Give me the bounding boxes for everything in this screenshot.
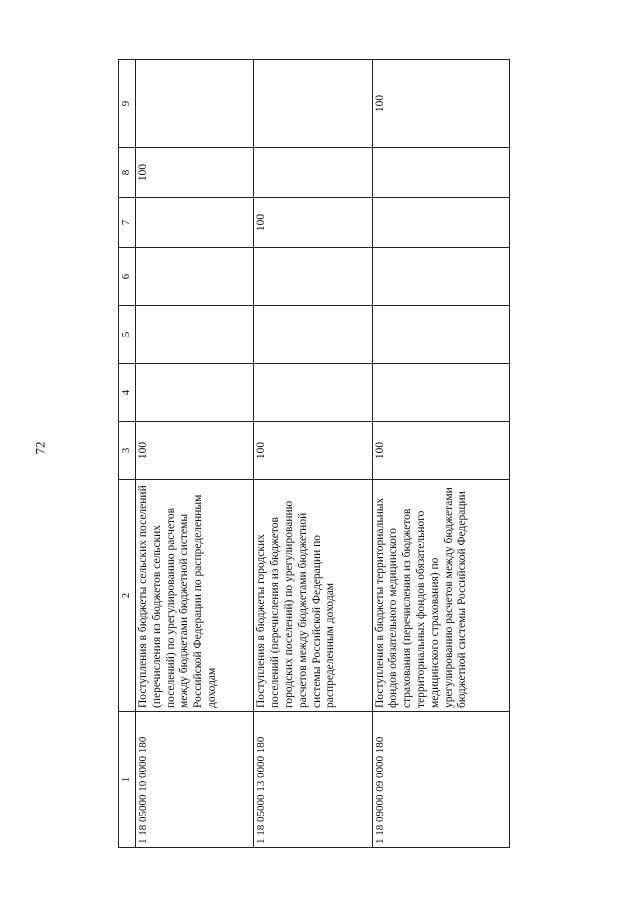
cell-value: 100 <box>372 60 509 148</box>
column-header: 6 <box>119 248 136 306</box>
column-header: 1 <box>119 712 136 848</box>
row-name: Поступления в бюджеты территориальных фондов обязательного медицинского страхования (перечисления из бюджетов территориальных фондов обязательного медицинского страхования) по урегулированию расчетов между бюджетами бюджетной системы Российской Федерации <box>372 480 509 712</box>
cell-value <box>136 306 254 364</box>
cell-value <box>372 148 509 198</box>
column-header: 2 <box>119 480 136 712</box>
cell-value <box>254 60 372 148</box>
cell-value: 100 <box>254 422 372 480</box>
column-header: 7 <box>119 198 136 248</box>
cell-value <box>254 248 372 306</box>
cell-value <box>136 248 254 306</box>
cell-value <box>372 306 509 364</box>
column-header: 3 <box>119 422 136 480</box>
cell-value: 100 <box>254 198 372 248</box>
table-row <box>254 60 372 848</box>
rotated-table-container <box>118 60 510 848</box>
page-number: 72 <box>32 441 48 455</box>
cell-value <box>372 198 509 248</box>
budget-table <box>118 59 510 848</box>
cell-value <box>136 198 254 248</box>
row-code: 1 18 05000 13 0000 180 <box>254 712 372 848</box>
cell-value: 100 <box>136 422 254 480</box>
cell-value: 100 <box>372 422 509 480</box>
column-header: 9 <box>119 60 136 148</box>
cell-value <box>136 364 254 422</box>
cell-value <box>254 148 372 198</box>
cell-value <box>136 60 254 148</box>
cell-value <box>254 306 372 364</box>
row-code: 1 18 05000 10 0000 180 <box>136 712 254 848</box>
row-code: 1 18 09000 09 0000 180 <box>372 712 509 848</box>
column-header: 4 <box>119 364 136 422</box>
row-name: Поступления в бюджеты городских поселений (перечисления из бюджетов городских поселений) по урегулированию расчетов между бюджетами бюджетной системы Российской Федерации по распределенным доходам <box>254 480 372 712</box>
table-row <box>372 60 509 848</box>
table-row <box>136 60 254 848</box>
header-row <box>119 60 136 848</box>
column-header: 8 <box>119 148 136 198</box>
cell-value: 100 <box>136 148 254 198</box>
row-name: Поступления в бюджеты сельских поселений (перечисления из бюджетов сельских поселений) по урегулированию расчетов между бюджетами бюджетной системы Российской Федерации по распределенным доходам <box>136 480 254 712</box>
cell-value <box>254 364 372 422</box>
cell-value <box>372 248 509 306</box>
column-header: 5 <box>119 306 136 364</box>
cell-value <box>372 364 509 422</box>
